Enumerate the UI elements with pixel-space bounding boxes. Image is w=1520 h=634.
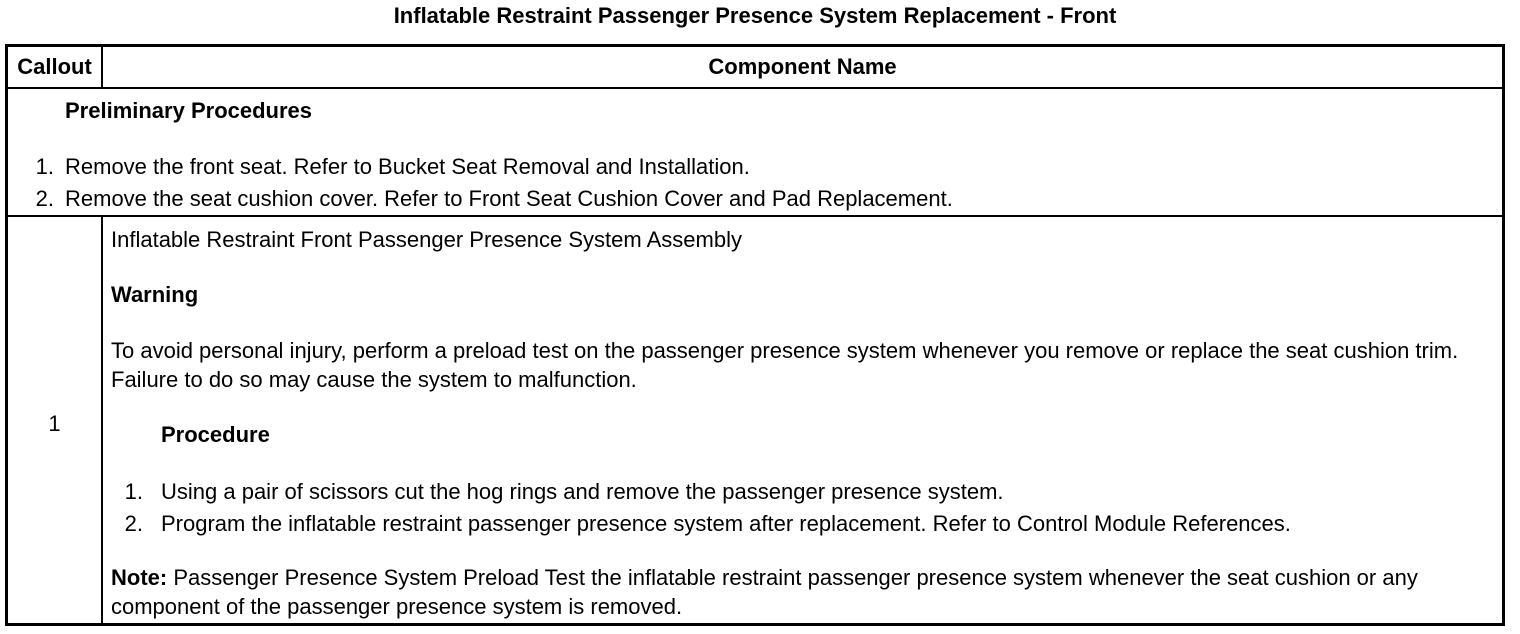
warning-text: To avoid personal injury, perform a preload test on the passenger presence system whenever you remove or replace the seat cushion trim. Failure to do so may cause the system to malfunction. [111,338,1459,392]
step-text: Remove the seat cushion cover. Refer to Front Seat Cushion Cover and Pad Replacement. [65,186,953,211]
step-number: 2. [35,186,54,211]
step-number: 2. [124,511,143,536]
list-item [28,151,953,183]
list-item [28,183,953,215]
callout-cell: 1 [8,217,103,623]
page-title: Inflatable Restraint Passenger Presence System Replacement - Front [393,3,1117,28]
preliminary-procedures-heading: Preliminary Procedures [65,98,313,123]
component-name-column-header: Component Name [708,54,897,79]
step-number: 1. [124,479,143,504]
step-number: 1. [35,154,54,179]
table-header-row [8,47,1502,89]
table-row [8,217,1502,623]
component-table [5,44,1505,626]
note-paragraph [111,563,1451,621]
note-text: Passenger Presence System Preload Test the inflatable restraint passenger presence system whenever the seat cushion or any component of the passenger presence system is removed. [111,565,1418,619]
step-text: Using a pair of scissors cut the hog rings and remove the passenger presence system. [161,479,1004,504]
note-label: Note: [111,565,168,590]
preliminary-procedures-row [8,89,1502,217]
procedure-steps-list [111,476,1291,540]
preliminary-steps-list [28,151,953,215]
list-item [111,476,1291,508]
step-text: Program the inflatable restraint passenger presence system after replacement. Refer to Control Module References. [161,511,1291,536]
component-name: Inflatable Restraint Front Passenger Presence System Assembly [111,227,742,252]
procedure-heading: Procedure [161,422,270,447]
step-text: Remove the front seat. Refer to Bucket Seat Removal and Installation. [65,154,750,179]
warning-heading: Warning [111,282,199,307]
callout-column-header: Callout [8,47,103,87]
list-item [111,508,1291,540]
